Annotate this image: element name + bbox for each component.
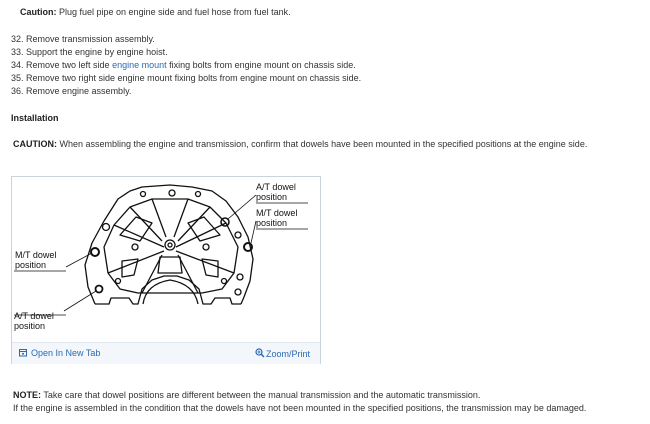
caution-line xyxy=(20,7,291,18)
mt-dowel-right-label-2: position xyxy=(256,218,288,228)
installation-heading: Installation xyxy=(11,113,59,123)
open-new-tab-button[interactable] xyxy=(19,348,100,360)
mt-dowel-right-label-1: M/T dowel xyxy=(256,208,298,218)
open-new-tab-label: Open In New Tab xyxy=(31,348,101,358)
caution-label: Caution: xyxy=(20,7,57,17)
new-tab-icon xyxy=(19,348,28,360)
step-35: 35. Remove two right side engine mount fixing bolts from engine mount on chassis side. xyxy=(11,73,362,83)
step-32: 32. Remove transmission assembly. xyxy=(11,34,155,44)
mt-dowel-left-label-1: M/T dowel xyxy=(15,250,57,260)
zoom-print-label: Zoom/Print xyxy=(266,349,311,359)
caution-install-line xyxy=(13,139,587,150)
mt-dowel-left-label-2: position xyxy=(15,260,47,270)
engine-mount-link[interactable]: engine mount xyxy=(112,60,167,70)
zoom-print-button[interactable] xyxy=(255,348,310,361)
step-34 xyxy=(11,60,356,71)
step-36: 36. Remove engine assembly. xyxy=(11,86,132,96)
step-34-post: fixing bolts from engine mount on chassis side. xyxy=(166,60,356,70)
note-label: NOTE: xyxy=(13,390,41,400)
caution-install-text: When assembling the engine and transmission, confirm that dowels have been mounted in the specified positions at the engine side. xyxy=(57,139,588,149)
caution-install-label: CAUTION: xyxy=(13,139,57,149)
engine-figure xyxy=(11,176,321,364)
note-line-2: If the engine is assembled in the condition that the dowels have not been mounted in the specified positions, the transmission may be damaged. xyxy=(13,403,587,413)
at-dowel-left-label-1: A/T dowel xyxy=(14,311,54,321)
figure-toolbar xyxy=(12,342,320,364)
note-line xyxy=(13,390,480,401)
note-text: Take care that dowel positions are different between the manual transmission and the automatic transmission. xyxy=(41,390,481,400)
at-dowel-top-label-1: A/T dowel xyxy=(256,182,296,192)
step-33: 33. Support the engine by engine hoist. xyxy=(11,47,168,57)
caution-text: Plug fuel pipe on engine side and fuel hose from fuel tank. xyxy=(56,7,291,17)
step-34-pre: 34. Remove two left side xyxy=(11,60,113,70)
at-dowel-left-label-2: position xyxy=(14,321,46,331)
at-dowel-top-label-2: position xyxy=(256,192,288,202)
magnifier-icon xyxy=(255,348,265,361)
